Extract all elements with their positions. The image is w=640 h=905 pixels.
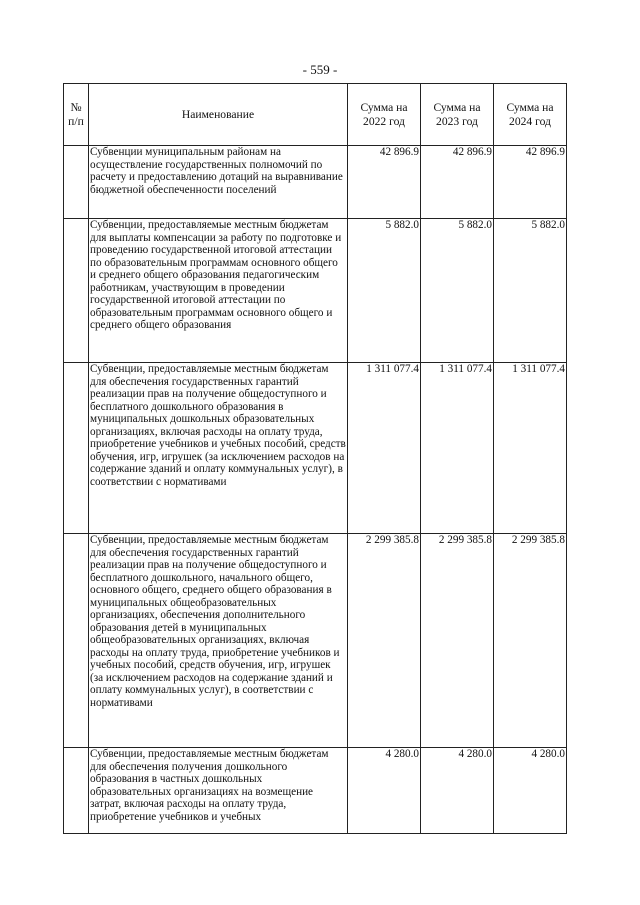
row-sum-2023: 4 280.0 <box>421 748 494 834</box>
row-num <box>64 363 89 534</box>
budget-table <box>63 83 567 834</box>
table-row <box>64 219 567 363</box>
page-number: - 559 - <box>302 62 338 77</box>
row-sum-2024: 42 896.9 <box>494 146 567 219</box>
header-sum-2024: Сумма на 2024 год <box>494 84 567 146</box>
table-row <box>64 534 567 748</box>
row-sum-2023: 1 311 077.4 <box>421 363 494 534</box>
row-sum-2022: 5 882.0 <box>348 219 421 363</box>
table-row <box>64 363 567 534</box>
row-name: Субвенции, предоставляемые местным бюджетам для обеспечения государственных гарантий реализации прав на получение общедоступного и бесплатного дошкольного, начального общего, основного общего, среднего общего образования в муниципальных общеобразовательных организациях, обеспечения дополнительного образования детей в муниципальных общеобразовательных организациях, включая расходы на оплату труда, приобретение учебников и учебных пособий, средств обучения, игр, игрушек (за исключением расходов на содержание зданий и оплату коммунальных услуг), в соответствии с нормативами <box>89 534 348 748</box>
row-name: Субвенции муниципальным районам на осуществление государственных полномочий по расчету и предоставлению дотаций на выравнивание бюджетной обеспеченности поселений <box>89 146 348 219</box>
table-row <box>64 748 567 834</box>
row-name: Субвенции, предоставляемые местным бюджетам для обеспечения получения дошкольного образования в частных дошкольных образовательных организациях на возмещение затрат, включая расходы на оплату труда, приобретение учебников и учебных <box>89 748 348 834</box>
row-sum-2024: 1 311 077.4 <box>494 363 567 534</box>
row-sum-2024: 2 299 385.8 <box>494 534 567 748</box>
row-num <box>64 534 89 748</box>
row-num <box>64 219 89 363</box>
table-row <box>64 146 567 219</box>
row-sum-2022: 4 280.0 <box>348 748 421 834</box>
row-sum-2022: 1 311 077.4 <box>348 363 421 534</box>
row-num <box>64 146 89 219</box>
row-sum-2022: 2 299 385.8 <box>348 534 421 748</box>
row-sum-2024: 5 882.0 <box>494 219 567 363</box>
row-num <box>64 748 89 834</box>
row-sum-2023: 2 299 385.8 <box>421 534 494 748</box>
header-sum-2023: Сумма на 2023 год <box>421 84 494 146</box>
row-sum-2023: 5 882.0 <box>421 219 494 363</box>
row-sum-2024: 4 280.0 <box>494 748 567 834</box>
header-name: Наименование <box>89 84 348 146</box>
row-name: Субвенции, предоставляемые местным бюджетам для выплаты компенсации за работу по подготовке и проведению государственной итоговой аттестации по образовательным программам основного общего и среднего общего образования педагогическим работникам, участвующим в проведении государственной итоговой аттестации по образовательным программам основного общего и среднего общего образования <box>89 219 348 363</box>
header-num: № п/п <box>64 84 89 146</box>
row-sum-2022: 42 896.9 <box>348 146 421 219</box>
header-sum-2022: Сумма на 2022 год <box>348 84 421 146</box>
row-sum-2023: 42 896.9 <box>421 146 494 219</box>
table-header-row <box>64 84 567 146</box>
row-name: Субвенции, предоставляемые местным бюджетам для обеспечения государственных гарантий реализации прав на получение общедоступного и бесплатного дошкольного образования в муниципальных дошкольных образовательных организациях, включая расходы на оплату труда, приобретение учебников и учебных пособий, средств обучения, игр, игрушек (за исключением расходов на содержание зданий и оплату коммунальных услуг), в соответствии с нормативами <box>89 363 348 534</box>
